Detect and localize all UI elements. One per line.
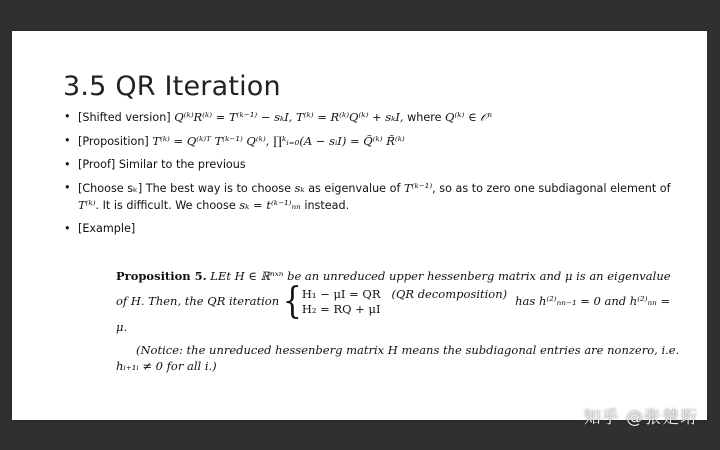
slide xyxy=(12,31,707,420)
bullet-label: [Choose sₖ] xyxy=(78,182,143,195)
proposition-text: μ. xyxy=(116,320,128,334)
bullet-math: sₖ = t⁽ᵏ⁻¹⁾ₙₙ xyxy=(239,198,301,212)
bullet-label: [Proof] xyxy=(78,158,116,171)
bullet-list xyxy=(64,109,684,244)
bullet-proof xyxy=(64,157,684,173)
bullet-text: . It is difficult. We choose xyxy=(95,199,240,212)
bullet-text: , so as to zero one subdiagonal element of xyxy=(432,182,671,195)
bullet-choose-sk xyxy=(64,180,684,214)
equation-note: (QR decomposition) xyxy=(391,287,508,301)
bullet-math: Q⁽ᵏ⁾ ∈ 𝒪ⁿ xyxy=(445,110,493,124)
proposition-line-1 xyxy=(116,269,671,283)
notice-line-1 xyxy=(136,343,679,357)
bullet-math: sₖ xyxy=(294,181,305,195)
bullet-math: T⁽ᵏ⁾ xyxy=(78,198,96,212)
equation-1: H₁ − μI = QR xyxy=(301,287,381,301)
bullet-text: where xyxy=(403,111,446,124)
notice-line-2 xyxy=(116,359,217,373)
bullet-label: [Example] xyxy=(78,222,136,235)
proposition-text: of H. Then, the QR iteration xyxy=(116,294,280,308)
proposition-heading: Proposition 5. xyxy=(116,269,207,283)
bullet-text: The best way is to choose xyxy=(142,182,295,195)
proposition-text: has h⁽²⁾ₙₙ₋₁ = 0 and h⁽²⁾ₙₙ = xyxy=(515,294,671,308)
notice-text: hᵢ₊₁ᵢ ≠ 0 for all i.) xyxy=(116,359,217,373)
bullet-example xyxy=(64,221,684,237)
bullet-text: Similar to the previous xyxy=(115,158,246,171)
watermark: 知乎 @张楚珩 xyxy=(583,408,698,428)
bullet-math: T⁽ᵏ⁾ = Q⁽ᵏ⁾ᵀ T⁽ᵏ⁻¹⁾ Q⁽ᵏ⁾, ∏ᵏᵢ₌₀(A − sᵢI) = Q̃⁽ᵏ⁾ R̃⁽ᵏ⁾ xyxy=(152,134,405,148)
brace-icon: { xyxy=(282,280,302,323)
bullet-label: [Proposition] xyxy=(78,135,149,148)
proposition-text: LEt H ∈ ℝⁿˣⁿ be an unreduced upper hessenberg matrix and μ is an eigenvalue xyxy=(206,269,671,283)
proposition-image xyxy=(102,267,680,375)
bullet-text: as eigenvalue of xyxy=(304,182,404,195)
equation-system xyxy=(302,287,507,317)
proposition-line-3 xyxy=(116,320,127,334)
equation-2: H₂ = RQ + μI xyxy=(301,302,381,316)
bullet-text: instead. xyxy=(300,199,350,212)
bullet-label: [Shifted version] xyxy=(78,111,171,124)
bullet-math: T⁽ᵏ⁻¹⁾ xyxy=(403,181,433,195)
bullet-math: Q⁽ᵏ⁾R⁽ᵏ⁾ = T⁽ᵏ⁻¹⁾ − sₖI, T⁽ᵏ⁾ = R⁽ᵏ⁾Q⁽ᵏ⁾ + sₖI, xyxy=(174,110,404,124)
bullet-proposition xyxy=(64,133,684,150)
slide-title: 3.5 QR Iteration xyxy=(63,71,281,102)
notice-text: (Notice: the unreduced hessenberg matrix H means the subdiagonal entries are nonzero, i.e. xyxy=(136,343,680,357)
proposition-line-2 xyxy=(116,280,671,323)
bullet-shifted-version xyxy=(64,109,684,126)
